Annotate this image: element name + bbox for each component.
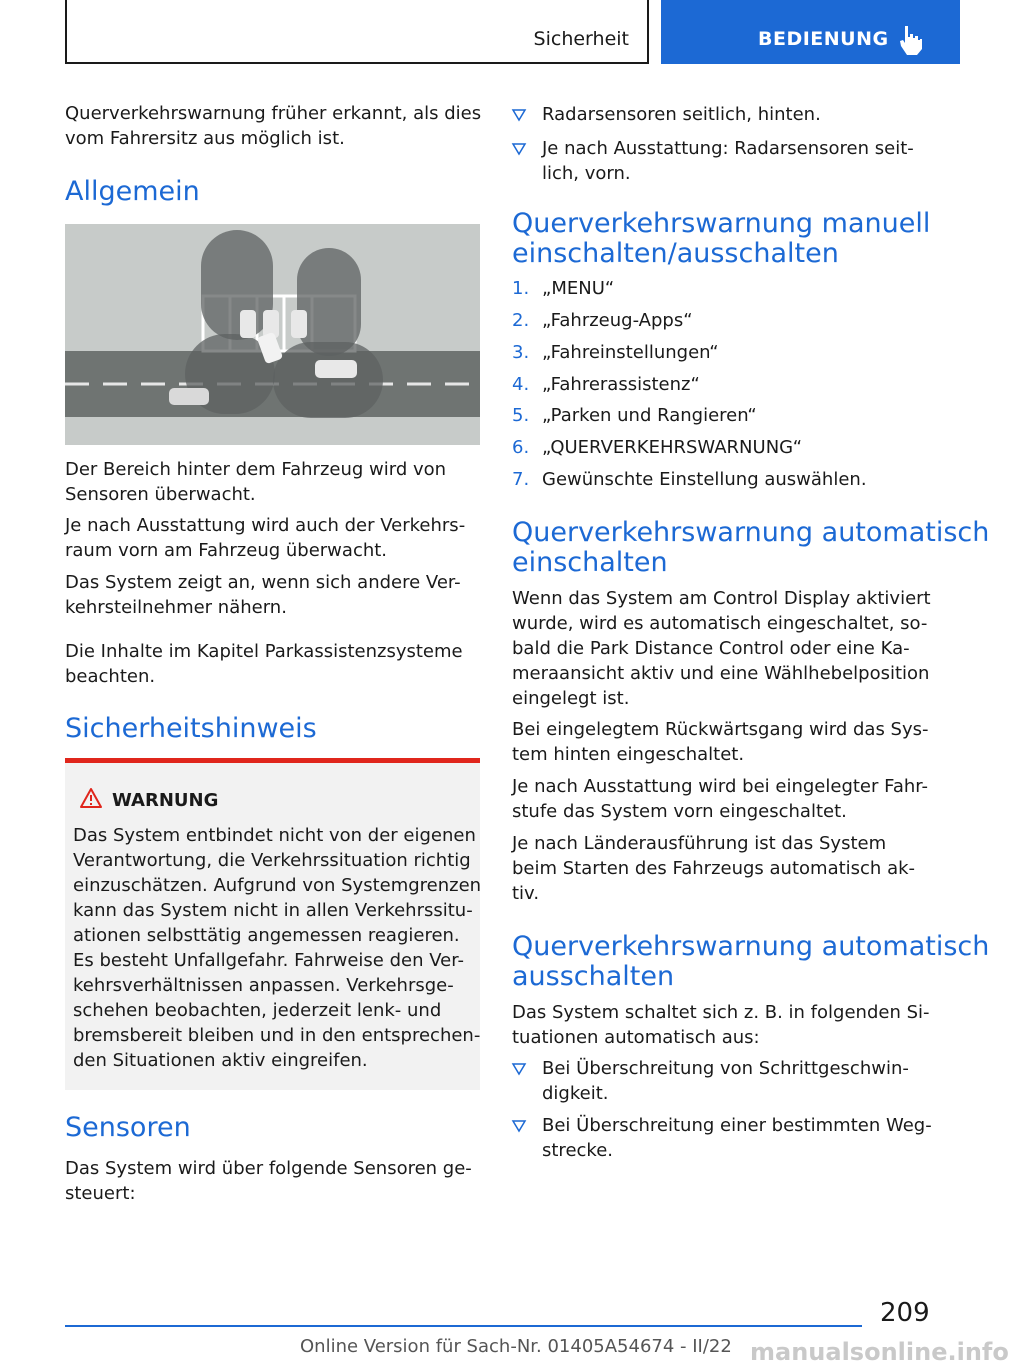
page-number: 209 bbox=[880, 1298, 930, 1328]
warning-title: WARNUNG bbox=[112, 790, 219, 811]
step-number: 3. bbox=[512, 342, 530, 363]
paragraph-line: Je nach Ausstattung wird bei eingelegter Fahr- bbox=[512, 776, 929, 797]
bullet-triangle-icon bbox=[512, 142, 526, 156]
bullet-text: Je nach Ausstattung: Radarsensoren seit- bbox=[542, 138, 914, 159]
step-text: „QUERVERKEHRSWARNUNG“ bbox=[542, 437, 803, 458]
step-text: „Fahreinstellungen“ bbox=[542, 342, 719, 363]
step-number: 5. bbox=[512, 405, 530, 426]
bullet-triangle-icon bbox=[512, 1119, 526, 1133]
heading-safety: Sicherheitshinweis bbox=[65, 713, 317, 744]
paragraph-line: Das System schaltet sich z. B. in folgenden Si- bbox=[512, 1002, 930, 1023]
bullet-text: Bei Überschreitung einer bestimmten Weg- bbox=[542, 1115, 932, 1136]
heading-general: Allgemein bbox=[65, 176, 200, 207]
paragraph-line: Wenn das System am Control Display aktiviert bbox=[512, 588, 931, 609]
paragraph-line: steuert: bbox=[65, 1183, 136, 1204]
intro-line: vom Fahrersitz aus möglich ist. bbox=[65, 128, 345, 149]
paragraph-line: tuationen automatisch aus: bbox=[512, 1027, 760, 1048]
paragraph-line: Der Bereich hinter dem Fahrzeug wird von bbox=[65, 459, 447, 480]
paragraph-line: beim Starten des Fahrzeugs automatisch ak- bbox=[512, 858, 916, 879]
paragraph-line: tem hinten eingeschaltet. bbox=[512, 744, 745, 765]
warning-line: den Situationen aktiv eingreifen. bbox=[73, 1050, 368, 1071]
bullet-triangle-icon bbox=[512, 1062, 526, 1076]
heading-sensors: Sensoren bbox=[65, 1112, 191, 1143]
paragraph-line: eingelegt ist. bbox=[512, 688, 630, 709]
heading-manual: einschalten/ausschalten bbox=[512, 238, 839, 269]
warning-line: kann das System nicht in allen Verkehrssitu- bbox=[73, 900, 473, 921]
step-text: Gewünschte Einstellung auswählen. bbox=[542, 469, 867, 490]
hand-pointer-icon bbox=[897, 24, 923, 56]
paragraph-line: Sensoren überwacht. bbox=[65, 484, 256, 505]
bullet-text: Radarsensoren seitlich, hinten. bbox=[542, 104, 821, 125]
step-number: 7. bbox=[512, 469, 530, 490]
header-section-title: Sicherheit bbox=[533, 28, 629, 50]
heading-auto-on: einschalten bbox=[512, 547, 668, 578]
paragraph-line: raum vorn am Fahrzeug überwacht. bbox=[65, 540, 388, 561]
paragraph-line: Die Inhalte im Kapitel Parkassistenzsysteme bbox=[65, 641, 463, 662]
paragraph-line: Je nach Ausstattung wird auch der Verkehrs- bbox=[65, 515, 466, 536]
paragraph-line: meraansicht aktiv und eine Wählhebelposition bbox=[512, 663, 930, 684]
step-number: 1. bbox=[512, 278, 530, 299]
warning-triangle-icon bbox=[80, 788, 102, 808]
intro-line: Querverkehrswarnung früher erkannt, als dies bbox=[65, 103, 482, 124]
header-chapter-box bbox=[661, 0, 960, 64]
paragraph-line: beachten. bbox=[65, 666, 156, 687]
bullet-text: strecke. bbox=[542, 1140, 613, 1161]
warning-line: ationen selbsttätig angemessen reagieren. bbox=[73, 925, 460, 946]
paragraph-line: stufe das System vorn eingeschaltet. bbox=[512, 801, 847, 822]
paragraph-line: bald die Park Distance Control oder eine Ka- bbox=[512, 638, 910, 659]
warning-line: Es besteht Unfallgefahr. Fahrweise den Ver- bbox=[73, 950, 464, 971]
step-text: „Fahrerassistenz“ bbox=[542, 374, 700, 395]
header-section-box bbox=[65, 0, 649, 64]
watermark: manualsonline.info bbox=[750, 1338, 1009, 1366]
footer-divider bbox=[65, 1325, 862, 1327]
step-text: „Fahrzeug-Apps“ bbox=[542, 310, 693, 331]
heading-manual: Querverkehrswarnung manuell bbox=[512, 208, 931, 239]
bullet-text: Bei Überschreitung von Schrittgeschwin- bbox=[542, 1058, 909, 1079]
bullet-triangle-icon bbox=[512, 108, 526, 122]
step-number: 2. bbox=[512, 310, 530, 331]
warning-line: Verantwortung, die Verkehrssituation richtig bbox=[73, 850, 471, 871]
paragraph-line: kehrsteilnehmer nähern. bbox=[65, 597, 287, 618]
bullet-text: lich, vorn. bbox=[542, 163, 631, 184]
step-text: „Parken und Rangieren“ bbox=[542, 405, 757, 426]
heading-auto-on: Querverkehrswarnung automatisch bbox=[512, 517, 990, 548]
cross-traffic-illustration bbox=[65, 224, 480, 445]
paragraph-line: Je nach Länderausführung ist das System bbox=[512, 833, 887, 854]
footer-online-version: Online Version für Sach-Nr. 01405A54674 - II/22 bbox=[300, 1336, 732, 1357]
step-text: „MENU“ bbox=[542, 278, 615, 299]
paragraph-line: Bei eingelegtem Rückwärtsgang wird das Sys- bbox=[512, 719, 929, 740]
paragraph-line: wurde, wird es automatisch eingeschaltet, so- bbox=[512, 613, 928, 634]
parking-scene-graphic bbox=[65, 224, 480, 445]
step-number: 4. bbox=[512, 374, 530, 395]
paragraph-line: Das System zeigt an, wenn sich andere Ver- bbox=[65, 572, 461, 593]
paragraph-line: Das System wird über folgende Sensoren ge- bbox=[65, 1158, 472, 1179]
warning-box bbox=[65, 758, 480, 1090]
warning-line: Das System entbindet nicht von der eigenen bbox=[73, 825, 476, 846]
step-number: 6. bbox=[512, 437, 530, 458]
warning-line: kehrsverhältnissen anpassen. Verkehrsge- bbox=[73, 975, 454, 996]
heading-auto-off: ausschalten bbox=[512, 961, 675, 992]
heading-auto-off: Querverkehrswarnung automatisch bbox=[512, 931, 990, 962]
paragraph-line: tiv. bbox=[512, 883, 540, 904]
warning-line: einzuschätzen. Aufgrund von Systemgrenzen bbox=[73, 875, 482, 896]
header-chapter-title: BEDIENUNG bbox=[758, 28, 889, 50]
warning-line: bremsbereit bleiben und in den entsprechen- bbox=[73, 1025, 481, 1046]
warning-line: schehen beobachten, jederzeit lenk- und bbox=[73, 1000, 442, 1021]
bullet-text: digkeit. bbox=[542, 1083, 609, 1104]
